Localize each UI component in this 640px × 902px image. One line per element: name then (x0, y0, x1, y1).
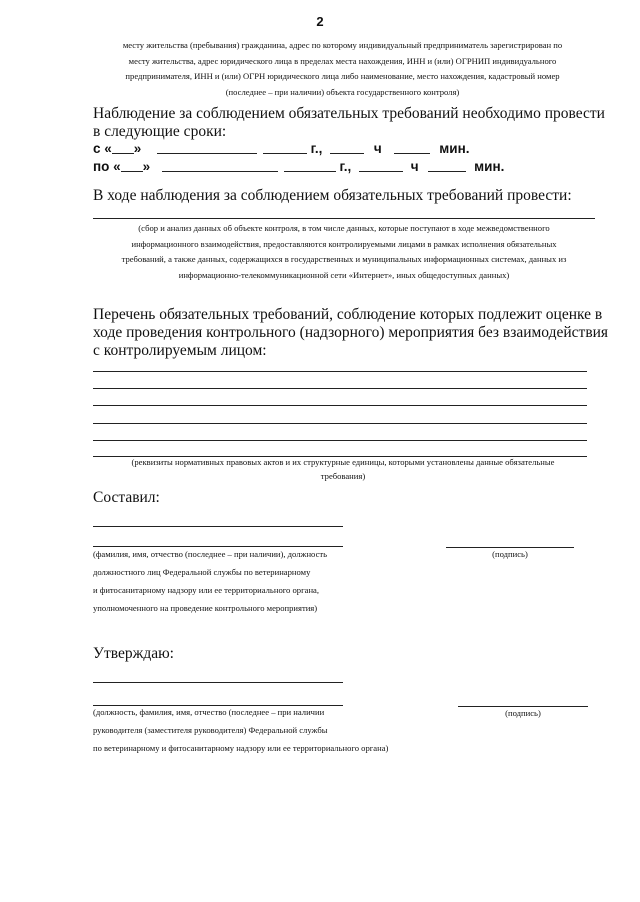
requirements-note-line: (реквизиты нормативных правовых актов и их структурные единицы, которыми установлены данные обязательные (131, 457, 555, 467)
header-note-line: (последнее – при наличии) объекта государственного контроля) (225, 86, 460, 97)
to-prefix: по « (93, 159, 121, 174)
header-note (90, 38, 595, 100)
compiled-note-line: должностного лиц Федеральной службы по ветеринарному (93, 567, 311, 577)
compiled-signature-caption: (подпись) (492, 549, 528, 559)
approved-heading: Утверждаю: (93, 645, 174, 662)
to-hour-field[interactable] (359, 159, 403, 172)
period-to-row (93, 159, 504, 174)
approved-note-line: (должность, фамилия, имя, отчество (последнее – при наличии (93, 707, 325, 717)
approved-note-line: по ветеринарному и фитосанитарному надзору или ее территориального органа) (93, 743, 389, 753)
requirements-input-line[interactable] (93, 371, 587, 372)
to-hour-label: ч (410, 159, 419, 174)
requirements-note-line: требования) (320, 471, 366, 481)
requirements-input-line[interactable] (93, 423, 587, 424)
from-quote: » (133, 141, 142, 156)
approved-input-line[interactable] (93, 682, 343, 683)
observation-heading (93, 105, 613, 141)
approved-note (93, 703, 473, 757)
compiled-note-line: уполномоченного на проведение контрольного мероприятия) (93, 603, 318, 613)
approved-signature-caption: (подпись) (505, 708, 541, 718)
activities-input-line[interactable] (93, 218, 595, 219)
compiled-note-line: и фитосанитарному надзору или ее территориального органа, (93, 585, 320, 595)
compiled-note-line: (фамилия, имя, отчество (последнее – при наличии), должность (93, 549, 328, 559)
to-year-label: г., (339, 159, 352, 174)
from-day-field[interactable] (112, 141, 134, 154)
observation-heading-line1: Наблюдение за соблюдением обязательных требований необходимо провести (93, 105, 605, 122)
to-year-field[interactable] (284, 159, 336, 172)
activities-heading: В ходе наблюдения за соблюдением обязательных требований провести: (93, 187, 572, 204)
compiled-input-line[interactable] (93, 526, 343, 527)
from-hour-label: ч (373, 141, 382, 156)
activities-note-line: (сбор и анализ данных об объекте контроля, в том числе данных, которые поступают в ходе межведомственного (138, 223, 550, 233)
from-minute-field[interactable] (394, 141, 430, 154)
from-minute-label: мин. (439, 141, 470, 156)
to-day-field[interactable] (121, 159, 143, 172)
approved-note-line: руководителя (заместителя руководителя) Федеральной службы (93, 725, 328, 735)
observation-heading-line2: в следующие сроки: (93, 123, 227, 140)
compiled-note (93, 545, 393, 617)
activities-note-line: информационно-телекоммуникационной сети «Интернет», иных общедоступных данных) (178, 269, 510, 280)
requirements-heading (93, 306, 613, 360)
header-note-line: предпринимателя, ИНН и (или) ОГРН юридического лица либо наименование, место нахождения, кадастровый номер (125, 71, 560, 82)
to-minute-label: мин. (474, 159, 505, 174)
requirements-input-line[interactable] (93, 388, 587, 389)
from-prefix: с « (93, 141, 112, 156)
from-hour-field[interactable] (330, 141, 364, 154)
requirements-input-line[interactable] (93, 405, 587, 406)
page-number: 2 (316, 14, 324, 29)
activities-note (90, 221, 598, 283)
requirements-input-line[interactable] (93, 440, 587, 441)
from-month-field[interactable] (157, 141, 257, 154)
compiled-heading: Составил: (93, 489, 160, 506)
to-minute-field[interactable] (428, 159, 466, 172)
header-note-line: месту жительства (пребывания) гражданина, адрес по которому индивидуальный предприниматель зарегистрирован по (122, 40, 563, 50)
to-month-field[interactable] (162, 159, 278, 172)
activities-note-line: информационного взаимодействия, предоставляются контролируемыми лицами в рамках исполнения обязательных (131, 238, 557, 249)
requirements-heading-line2: ходе проведения контрольного (надзорного) мероприятия без взаимодействия (93, 324, 609, 341)
from-year-label: г., (310, 141, 323, 156)
requirements-heading-line1: Перечень обязательных требований, соблюдение которых подлежит оценке в (93, 306, 603, 323)
to-quote: » (142, 159, 151, 174)
compiled-signature-line[interactable] (446, 547, 574, 548)
header-note-line: месту жительства, адрес юридического лица в пределах места нахождения, ИНН и (или) ОГРНИП индивидуального (128, 55, 557, 66)
requirements-heading-line3: с контролируемым лицом: (93, 342, 267, 359)
activities-note-line: требований, а также данных, содержащихся в государственных и муниципальных информационных системах, данных из (121, 254, 567, 265)
approved-signature-line[interactable] (458, 706, 588, 707)
requirements-note (96, 455, 590, 483)
period-from-row (93, 141, 469, 156)
from-year-field[interactable] (263, 141, 307, 154)
